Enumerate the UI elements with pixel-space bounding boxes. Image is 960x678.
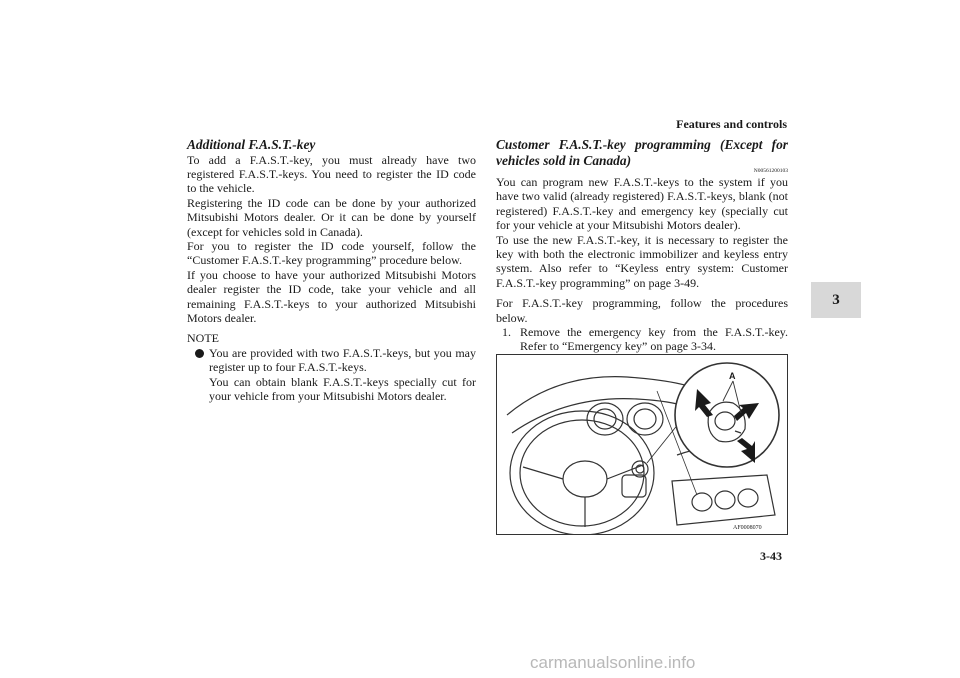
gauge: [627, 403, 663, 435]
dashboard-drawing: [497, 355, 787, 534]
paragraph: For F.A.S.T.-key programming, follow the procedures below.: [496, 296, 788, 325]
page-number: 3-43: [760, 549, 782, 563]
document-code: N00561200103: [753, 168, 788, 174]
paragraph: If you choose to have your authorized Mitsubishi Motors dealer register the ID code, take your vehicle and all remaining F.A.S.T.-keys to your authorized Mitsubishi Motors dealer.: [187, 267, 476, 325]
figure-code: AF0008070: [733, 525, 762, 531]
watermark: carmanualsonline.info: [530, 653, 696, 672]
section-heading-key-programming: Customer F.A.S.T.-key programming (Except for vehicles sold in Canada): [496, 137, 788, 168]
note-text: You can obtain blank F.A.S.T.-keys specially cut for your vehicle from your Mitsubishi Motors dealer.: [209, 374, 476, 403]
paragraph: You can program new F.A.S.T.-keys to the system if you have two valid (already registered) F.A.S.T.-keys, blank (not registered) F.A.S.T.-key and emergency key (specially cut for your vehicle at your Mitsubishi Motors dealer).: [496, 175, 788, 233]
note-text: You are provided with two F.A.S.T.-keys, but you may register up to four F.A.S.T.-keys.: [209, 345, 476, 375]
vent: [692, 493, 712, 511]
paragraph: Registering the ID code can be done by your authorized Mitsubishi Motors dealer. Or it can be done by yourself (except for vehicles sold in Canada).: [187, 195, 476, 239]
vent: [715, 491, 735, 509]
step-text: Remove the emergency key from the F.A.S.T.-key. Refer to “Emergency key” on page 3-34.: [520, 325, 788, 354]
right-column: [496, 137, 788, 383]
section-heading-additional-key: Additional F.A.S.T.-key: [187, 137, 316, 152]
paragraph: To use the new F.A.S.T.-key, it is necessary to register the key with both the electronic immobilizer and keyless entry system. Also refer to “Keyless entry system: Customer F.A.S.T.-key programming” on page 3-49.: [496, 232, 788, 290]
paragraph: To add a F.A.S.T.-key, you must already have two registered F.A.S.T.-keys. You need to register the ID code to the vehicle.: [187, 152, 476, 196]
left-column: [187, 137, 476, 403]
note-item: [187, 346, 476, 404]
step-number: 1.: [502, 325, 511, 340]
center-console: [672, 475, 775, 525]
vent: [738, 489, 758, 507]
running-header: Features and controls: [676, 117, 787, 131]
steering-hub: [563, 461, 607, 497]
ignition-switch-illustration: [496, 354, 788, 535]
procedure-step: [496, 325, 788, 354]
magnified-view: [675, 363, 779, 467]
paragraph: For you to register the ID code yourself, follow the “Customer F.A.S.T.-key programming” procedure below.: [187, 238, 476, 268]
bullet-icon: [195, 349, 204, 358]
chapter-tab: 3: [811, 282, 861, 318]
callout-label-a: A: [729, 371, 736, 381]
note-label: NOTE: [187, 331, 219, 346]
